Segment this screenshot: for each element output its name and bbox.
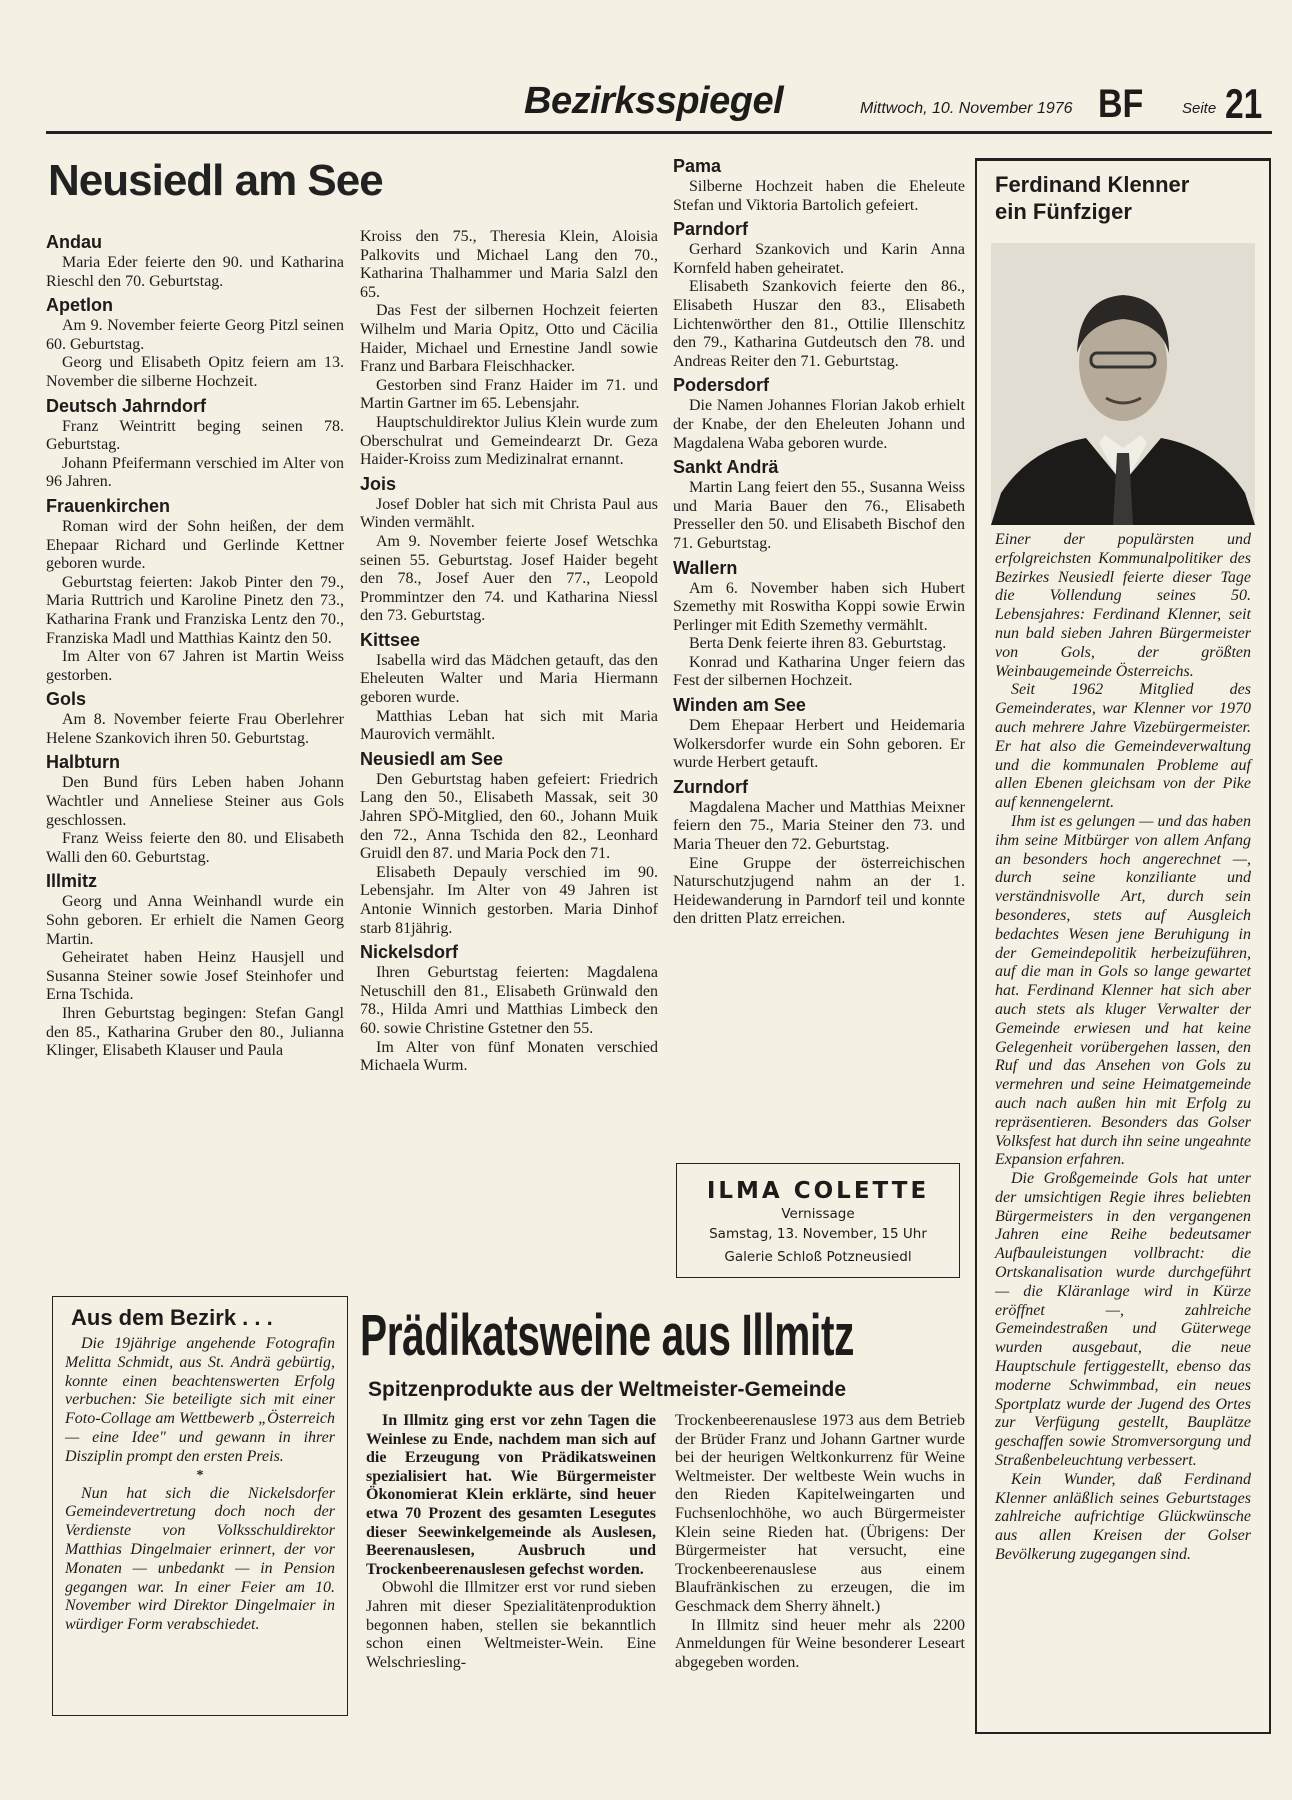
news-item: Gerhard Szankovich und Karin Anna Kornfeld haben geheiratet. <box>673 241 965 277</box>
paragraph: Seit 1962 Mitglied des Gemeinderates, war Klenner vor 1970 auch mehrere Jahre Vizebürgermeister. Er hat also die Gemeindeverwaltung und die kommunalen Probleme auf allen Ebenen gleichsam von der Pike auf kennengelernt. <box>995 681 1251 812</box>
town-heading: Deutsch Jahrndorf <box>46 395 207 416</box>
news-item: Johann Pfeifermann verschied im Alter von 96 Jahren. <box>46 454 344 491</box>
news-item: Am 6. November haben sich Hubert Szemethy mit Roswitha Koppi sowie Erwin Perlinger mit Edith Szemethy vermählt. <box>673 579 965 634</box>
lead-paragraph: In Illmitz ging erst vor zehn Tagen die Weinlese zu Ende, nachdem man sich auf die Erzeugung von Prädikatsweinen spezialisiert hat. Wie Bürgermeister Ökonomierat Klein erklärte, sind heuer etwa 70 Prozent des gesamten Lesegutes dieser Seewinkelgemeinde als Auslesen, Beerenauslesen, Ausbruch und Trockenbeerenauslesen gefechst worden. <box>366 1412 656 1578</box>
town-heading: Illmitz <box>46 871 98 892</box>
news-item: Im Alter von fünf Monaten verschied Michaela Wurm. <box>360 1038 658 1075</box>
paragraph: Kein Wunder, daß Ferdinand Klenner anläßlich seines Geburtstages zahlreiche aufrichtige Glückwünsche aus allen Kreisen der Golser Bevölkerung zugegangen sind. <box>995 1470 1251 1564</box>
exhibition-ad <box>676 1163 960 1278</box>
paragraph: Einer der populärsten und erfolgreichsten Kommunalpolitiker des Bezirkes Neusiedl feierte dieser Tage die Vollendung seines 50. Lebensjahres: Ferdinand Klenner, seit nun bald sieben Jahren Bürgermeister von Gols, der größten Weinbaugemeinde Österreichs. <box>995 531 1251 680</box>
region-title: Neusiedl am See <box>48 156 383 205</box>
news-item: Elisabeth Depauly verschied im 90. Lebensjahr. Im Alter von 49 Jahren ist Antonie Winnich gestorben. Maria Dinhof starb 81jährig. <box>360 863 658 937</box>
news-item: Am 9. November feierte Josef Wetschka seinen 55. Geburtstag. Josef Haider begeht den 78., Josef Auer den 77., Leopold Prommintzer den 74. und Katharina Niessl den 73. Geburtstag. <box>360 532 658 625</box>
town-heading: Podersdorf <box>673 375 770 396</box>
news-item: Hauptschuldirektor Julius Klein wurde zum Oberschulrat und Gemeindearzt Dr. Geza Haider-Kroiss zum Medizinalrat ernannt. <box>360 413 658 469</box>
town-heading: Andau <box>46 232 102 252</box>
town-heading: Nickelsdorf <box>360 942 459 963</box>
ad-date: Samstag, 13. November, 15 Uhr <box>709 1226 927 1242</box>
title-line: Ferdinand Klenner <box>995 172 1190 197</box>
town-heading: Wallern <box>673 557 738 578</box>
paper-logo: BF <box>1098 82 1144 126</box>
town-heading: Frauenkirchen <box>46 495 171 516</box>
page-label: Seite <box>1182 100 1217 117</box>
news-item: Maria Eder feierte den 90. und Katharina Rieschl den 70. Geburtstag. <box>46 254 344 290</box>
town-heading: Winden am See <box>673 695 806 716</box>
ad-artist-name: ILMA COLETTE <box>706 1178 930 1204</box>
news-item: Matthias Leban hat sich mit Maria Maurovich vermählt. <box>360 707 658 744</box>
news-item: Franz Weiss feierte den 80. und Elisabeth Walli den 60. Geburtstag. <box>46 830 344 866</box>
news-item: Roman wird der Sohn heißen, der dem Ehepaar Richard und Gerlinde Kettner geboren wurde. <box>46 517 344 573</box>
paragraph: In Illmitz sind heuer mehr als 2200 Anmeldungen für Weine besonderer Leseart abgegeben worden. <box>675 1616 965 1671</box>
box-title: Aus dem Bezirk . . . <box>71 1305 273 1330</box>
paragraph: Obwohl die Illmitzer erst vor rund sieben Jahren mit dieser Spezialitätenproduktion begonnen haben, stellen sie bekanntlich schon einen Weltmeister-Wein. Eine Welschriesling- <box>366 1579 656 1671</box>
news-item: Den Bund fürs Leben haben Johann Wachtler und Anneliese Steiner aus Gols geschlossen. <box>46 774 344 829</box>
news-item: Josef Dobler hat sich mit Christa Paul aus Winden vermählt. <box>360 495 658 532</box>
news-item: Konrad und Katharina Unger feiern das Fest der silbernen Hochzeit. <box>673 653 965 690</box>
wine-headline: Prädikatsweine aus Illmitz <box>360 1303 855 1368</box>
issue-date: Mittwoch, 10. November 1976 <box>860 100 1073 117</box>
news-item: Gestorben sind Franz Haider im 71. und Martin Gartner im 65. Lebensjahr. <box>360 376 658 413</box>
news-item: Den Geburtstag haben gefeiert: Friedrich Lang den 50., Elisabeth Massak, seit 30 Jahren SPÖ-Mitglied, den 60., Johann Muik den 72., Anna Tschida den 82., Leonhard Gruidl den 87. und Maria Pock den 71. <box>360 770 658 863</box>
paragraph: Nun hat sich die Nickelsdorfer Gemeindevertretung doch noch der Verdienste von Volksschuldirektor Matthias Dingelmaier erinnert, der vor Monaten — unbedankt — in Pension gegangen war. In einer Feier am 10. November wird Direktor Dingelmaier in würdiger Form verabschiedet. <box>65 1484 335 1634</box>
news-item: Eine Gruppe der österreichischen Naturschutzjugend nahm an der 1. Heidewanderung in Parndorf teil und konnte den dritten Platz erreichen. <box>673 854 965 928</box>
separator: * <box>196 1467 204 1483</box>
news-column-3 <box>673 152 965 929</box>
klenner-article <box>975 158 1271 1734</box>
news-item: Isabella wird das Mädchen getauft, das den Eheleuten Walter und Maria Hiermann geboren wurde. <box>360 651 658 707</box>
newspaper-section-title: Bezirksspiegel <box>524 80 784 122</box>
title-line: ein Fünfziger <box>995 199 1132 224</box>
town-heading: Pama <box>673 156 722 176</box>
news-item: Die Namen Johannes Florian Jakob erhielt der Knabe, der den Eheleuten Johann und Magdalena Waba geboren wurde. <box>673 397 965 452</box>
paragraph: Die 19jährige angehende Fotografin Melitta Schmidt, aus St. Andrä gebürtig, konnte einen beachtenswerten Erfolg verbuchen: Sie beteiligte sich mit einer Foto-Collage am Wettbewerb „Österreich — eine Idee" und gewann in ihrer Disziplin prompt den ersten Preis. <box>65 1335 335 1465</box>
town-heading: Gols <box>46 689 87 710</box>
news-item: Berta Denk feierte ihren 83. Geburtstag. <box>689 635 947 653</box>
town-heading: Zurndorf <box>673 776 748 797</box>
news-item: Geburtstag feierten: Jakob Pinter den 79., Maria Ruttrich und Karoline Pinetz den 73., Katharina Frank und Franziska Lentz den 70., Franziska Madl und Matthias Kaintz den 50. <box>46 573 344 647</box>
news-item: Ihren Geburtstag feierten: Magdalena Netuschill den 81., Elisabeth Grünwald den 78., Hilda Amri und Matthias Limbeck den 60. sowie Christine Gstetner den 55. <box>360 964 658 1037</box>
news-item: Silberne Hochzeit haben die Eheleute Stefan und Viktoria Bartolich gefeiert. <box>673 178 965 214</box>
news-column-2 <box>360 228 658 1076</box>
town-heading: Sankt Andrä <box>673 457 779 478</box>
page-number: 21 <box>1225 80 1263 127</box>
news-item: Georg und Elisabeth Opitz feiern am 13. November die silberne Hochzeit. <box>46 354 344 390</box>
wine-subtitle: Spitzenprodukte aus der Weltmeister-Gemeinde <box>368 1378 847 1401</box>
news-item: Im Alter von 67 Jahren ist Martin Weiss gestorben. <box>46 648 344 684</box>
news-column-1 <box>46 228 344 1061</box>
ad-location: Galerie Schloß Potzneusiedl <box>724 1249 912 1265</box>
news-item: Georg und Anna Weinhandl wurde ein Sohn geboren. Er erhielt die Namen Georg Martin. <box>46 893 344 948</box>
town-heading: Kittsee <box>360 629 421 650</box>
news-item: Geheiratet haben Heinz Hausjell und Susanna Steiner sowie Josef Steinhofer und Erna Tschida. <box>46 949 344 1004</box>
town-heading: Halbturn <box>46 752 120 773</box>
wine-column-1 <box>366 1412 656 1672</box>
town-heading: Jois <box>360 473 397 494</box>
paragraph: Trockenbeerenauslese 1973 aus dem Betrieb der Brüder Franz und Johann Gartner wurde bei der heurigen Weltkonkurrenz für Weine Weltmeister. Der weltbeste Wein wuchs in den Rieden Kapitelweingarten und Fuchsenlochhöhe, wo auch Bürgermeister Klein seine Rieden hat. (Übrigens: Der Bürgermeister hat versucht, eine Trockenbeerenauslese aus einem Blaufränkischen zu erzeugen, die im Geschmack dem Sherry ähnelt.) <box>675 1412 965 1615</box>
news-item: Dem Ehepaar Herbert und Heidemaria Wolkersdorfer wurde ein Sohn geboren. Er wurde Herbert getauft. <box>673 717 965 772</box>
town-heading: Parndorf <box>673 219 749 240</box>
masthead <box>520 78 1272 128</box>
article-body <box>995 531 1251 1565</box>
news-item: Am 8. November feierte Frau Oberlehrer Helene Szankovich ihren 50. Geburtstag. <box>46 711 344 747</box>
article-title <box>995 171 1189 225</box>
news-item: Das Fest der silbernen Hochzeit feierten Wilhelm und Maria Opitz, Otto und Cäcilia Haider, Michael und Ernestine Jandl sowie Franz und Barbara Fleischhacker. <box>360 302 658 376</box>
news-item: Magdalena Macher und Matthias Meixner feiern den 75., Maria Steiner den 73. und Maria Theuer den 72. Geburtstag. <box>673 798 965 854</box>
news-item: Martin Lang feiert den 55., Susanna Weiss und Maria Bauer den 76., Elisabeth Presseller den 50. und Elisabeth Bischof den 71. Geburtstag. <box>673 479 965 552</box>
portrait-photo <box>991 243 1255 525</box>
header-rule <box>46 131 1272 134</box>
town-heading: Apetlon <box>46 295 113 316</box>
news-item: Am 9. November feierte Georg Pitzl seinen 60. Geburtstag. <box>46 317 344 353</box>
aus-dem-bezirk-box <box>52 1296 348 1716</box>
news-item: Kroiss den 75., Theresia Klein, Aloisia Palkovits und Michael Lang den 70., Katharina Thalhammer und Maria Salzl den 65. <box>360 228 658 301</box>
news-item: Ihren Geburtstag begingen: Stefan Gangl den 85., Katharina Gruber den 80., Julianna Klinger, Elisabeth Klauser und Paula <box>46 1005 344 1060</box>
news-item: Franz Weintritt beging seinen 78. Geburtstag. <box>46 417 344 454</box>
ad-event: Vernissage <box>781 1206 855 1222</box>
paragraph: Ihm ist es gelungen — und das haben ihm seine Mitbürger von allem Anfang an besonders hoch angerechnet —, durch seine konziliante und verständnisvolle Art, durch sein besonderes, stets auf Ausgleich bedachtes Wesen jene Beruhigung in der Gemeindepolitik herbeizuführen, auf die man in Gols so lange gewartet hat. Ferdinand Klenner hat sich aber auch stets als kluger Verwalter der Gemeinde erwiesen und hat keine Gelegenheit vorübergehen lassen, den Ruf und das Ansehen von Gols zu vermehren und seine Heimatgemeinde auch nach außen hin mit Erfolg zu repräsentieren. Besonders das Golser Volksfest hat durch ihn seine ungeahnte Expansion erfahren. <box>995 812 1251 1169</box>
town-heading: Neusiedl am See <box>360 748 504 769</box>
news-item: Elisabeth Szankovich feierte den 86., Elisabeth Huszar den 83., Elisabeth Lichtenwörther den 81., Ottilie Illenschitz den 79., Katharina Gutdeutsch den 78. und Andreas Reiter den 71. Geburtstag. <box>673 278 965 370</box>
paragraph: Die Großgemeinde Gols hat unter der umsichtigen Regie ihres beliebten Bürgermeisters in den vergangenen Jahren eine Reihe bedeutsamer Aufbauleistungen vollbracht: die Ortskanalisation wurde durchgeführt — die Kläranlage wird in Kürze eröffnet —, zahlreiche Gemeindestraßen und Güterwege wurden ausgebaut, die neue Hauptschule fertiggestellt, ebenso das moderne Schwimmbad, ein neues Sportplatz wurde der Jugend des Ortes zur Verfügung gestellt, Bauplätze geschaffen sowie Stromversorgung und Straßenbeleuchtung verbessert. <box>995 1170 1251 1470</box>
wine-column-2 <box>675 1412 965 1672</box>
